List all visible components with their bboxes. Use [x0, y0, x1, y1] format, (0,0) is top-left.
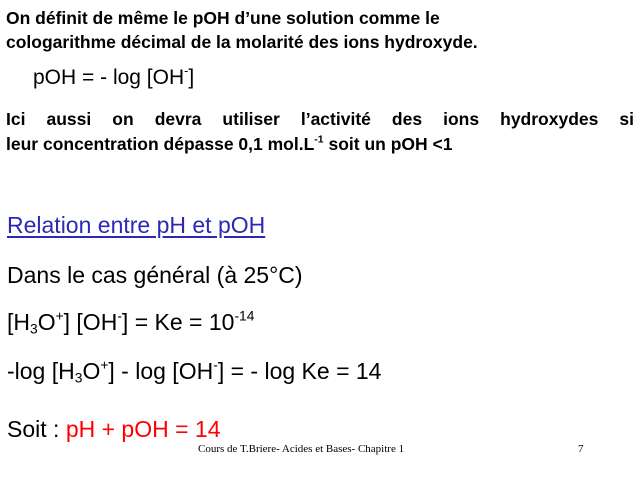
eq1-sub: 3 — [30, 321, 38, 337]
poh-formula-close: ] — [188, 66, 195, 89]
eq1-sup1: + — [55, 308, 64, 324]
activity-line-2-exponent: -1 — [314, 133, 324, 146]
eq2-part-c: ] - log [OH — [108, 358, 214, 384]
conclusion-label: Soit : — [7, 416, 66, 442]
activity-line-2 — [6, 132, 634, 157]
ionic-product-equation — [7, 309, 254, 336]
eq1-exponent: -14 — [234, 308, 255, 324]
paragraph-activity — [6, 107, 634, 157]
log-equation — [7, 358, 381, 385]
eq1-part-a: [H — [7, 309, 30, 335]
eq1-part-b: O — [37, 309, 56, 335]
footer-text: Cours de T.Briere- Acides et Bases- Chapitre 1 — [198, 443, 405, 455]
eq2-part-d: ] = - log Ke = 14 — [217, 358, 382, 384]
definition-line-1: On définit de même le pOH d’une solution comme le — [6, 8, 440, 28]
eq2-sup2: - — [213, 357, 218, 373]
activity-line-1: Ici aussi on devra utiliser l’activité des ions hydroxydes si — [6, 109, 634, 129]
poh-formula — [33, 66, 194, 90]
poh-formula-text: pOH = - log [OH — [33, 66, 185, 89]
activity-line-2-a: leur concentration dépasse 0,1 mol.L — [6, 134, 315, 154]
eq1-part-d: ] = Ke = 10 — [121, 309, 235, 335]
general-case-text: Dans le cas général (à 25°C) — [7, 262, 303, 288]
eq2-part-b: O — [82, 358, 101, 384]
paragraph-definition — [6, 6, 478, 54]
conclusion-value: pH + pOH = 14 — [65, 416, 221, 442]
section-heading: Relation entre pH et pOH — [7, 212, 266, 238]
eq1-part-c: ] [OH — [63, 309, 118, 335]
eq2-part-a: -log [H — [7, 358, 75, 384]
conclusion — [7, 416, 221, 443]
poh-formula-charge: - — [184, 64, 189, 79]
page-number: 7 — [578, 443, 584, 455]
eq2-sup1: + — [100, 357, 109, 373]
eq2-sub: 3 — [74, 370, 83, 386]
eq1-sup2: - — [117, 308, 122, 324]
activity-line-2-b: soit un pOH <1 — [323, 134, 453, 154]
definition-line-2: cologarithme décimal de la molarité des ions hydroxyde. — [6, 32, 478, 52]
